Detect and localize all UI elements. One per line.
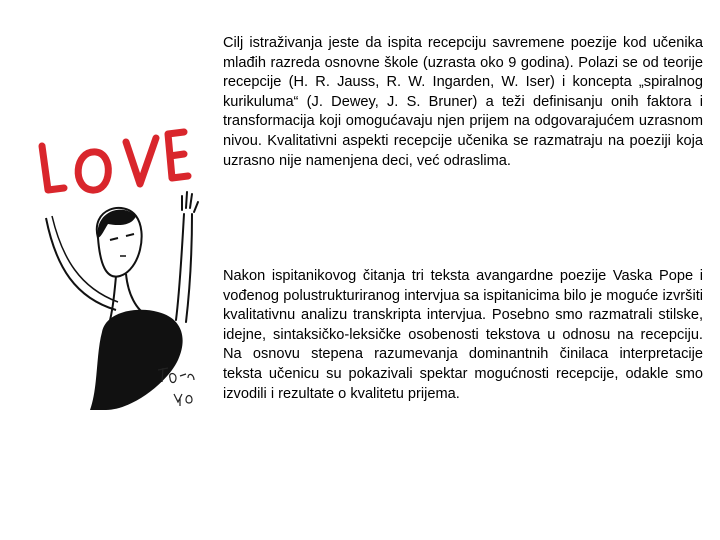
paragraph-method-results: Nakon ispitanikovog čitanja tri teksta avangardne poezije Vaska Pope i vođenog polustrukturiranog intervjua sa ispitanicima bilo je moguće izvršiti kvalitativnu analizu transkripta intervjua. Posebno smo razmatrali stilske, idejne, sintaksičko-leksičke osobenosti tekstova u odnosu na recepciju. Na osnovu stepena razumevanja dominantnih činilaca interpretacije teksta učenicu su pokazivali spektar mogućnosti recepcije, odakle smo izvodili i rezultate o kvalitetu prijema. [223, 268, 703, 402]
raised-arm [176, 192, 198, 322]
figure-head [97, 208, 142, 277]
love-drawing-illustration [36, 98, 212, 410]
paragraph-research-goal: Cilj istraživanja jeste da ispita recepciju savremene poezije kod učenika mlađih razreda osnovne škole (uzrasta oko 9 godina). Polazi se od teorije recepcije (H. R. Jauss, R. W. Ingarden, W. Iser) i koncepta „spiralnog kurikuluma“ (J. Dewey, J. S. Bruner) a teži definisanju onih faktora i transformacija koji omogućavaju njen prijem na odgovarajućem uzrasnom nivou. Kvalitativni aspekti recepcije učenika se razmatraju na poeziji koja uzrasno nije namenjena deci, već odraslima. [223, 35, 703, 169]
love-lettering [42, 132, 188, 190]
figure-body [90, 274, 183, 410]
